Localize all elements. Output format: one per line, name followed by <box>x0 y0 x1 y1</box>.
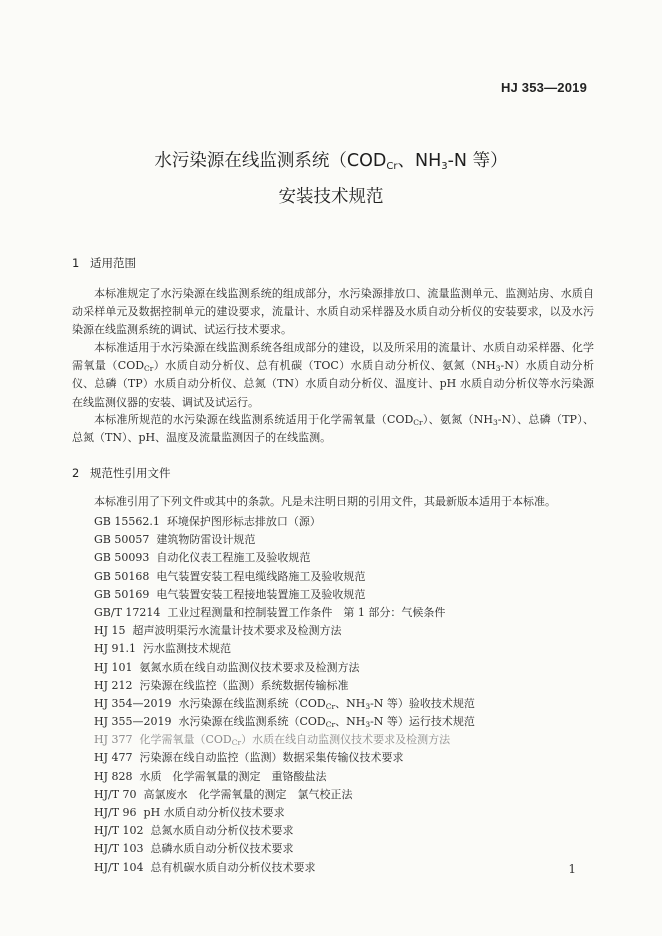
reference-item: HJ 477 污染源在线自动监控（监测）数据采集传输仪技术要求 <box>94 751 404 765</box>
reference-item: HJ 101 氨氮水质在线自动监测仪技术要求及检测方法 <box>94 660 360 674</box>
reference-list <box>94 513 594 877</box>
section-2-intro: 本标准引用了下列文件或其中的条款。凡是未注明日期的引用文件，其最新版本适用于本标准。 <box>94 495 556 508</box>
reference-item: GB 50169 电气装置安装工程接地装置施工及验收规范 <box>94 587 366 601</box>
reference-item: HJ 15 超声波明渠污水流量计技术要求及检测方法 <box>94 624 342 638</box>
reference-item: HJ 212 污染源在线监控（监测）系统数据传输标准 <box>94 678 349 692</box>
reference-item: HJ 377 化学需氧量$(COD_{Cr})$水质在线自动监测仪技术要求及检测方法 <box>94 733 451 748</box>
section-1-paragraph-1: 本标准规定了水污染源在线监测系统的组成部分，水污染源排放口、流量监测单元、监测站房、水质自动采样单元及数据控制单元的建设要求，流量计、水质自动采样器及水质自动分析仪的安装要求，以及水污染源在线监测系统的调试、试运行技术要求。 <box>72 287 594 337</box>
section-2-heading: 2 规范性引用文件 <box>72 466 171 480</box>
standard-code: HJ 353—2019 <box>500 80 587 95</box>
title-line-1: 水污染源在线监测系统（$COD_{Cr}$、$NH_3-N$ 等） <box>154 151 508 172</box>
document-title <box>0 146 662 212</box>
section-1-paragraph-2: 本标准适用于水污染源在线监测系统各组成部分的建设，以及所采用的流量计、水质自动采样器、化学需氧量$(COD_{Cr})$水质自动分析仪、总有机碳（TOC）水质自动分析仪、氨氮$(NH_3-N)$水质自动分析仪、总磷（TP）水质自动分析仪、总氮（TN）水质自动分析仪、温度计、pH 水质自动分析仪等水污染源在线监测仪器的安装、调试及试运行。 <box>72 341 594 409</box>
reference-item: HJ 354—2019 水污染源在线监测系统（$COD_{Cr}$、$NH_3-N$ 等）验收技术规范 <box>94 696 475 711</box>
reference-item: GB 15562.1 环境保护图形标志排放口（源） <box>94 515 321 528</box>
reference-item: HJ/T 70 高氯废水 化学需氧量的测定 氯气校正法 <box>94 787 353 801</box>
reference-item: HJ 828 水质 化学需氧量的测定 重铬酸盐法 <box>94 769 327 783</box>
reference-item: HJ 91.1 污水监测技术规范 <box>94 642 231 656</box>
reference-item: GB 50093 自动化仪表工程施工及验收规范 <box>94 551 311 565</box>
section-1-paragraph-3: 本标准所规范的水污染源在线监测系统适用于化学需氧量$(COD_{Cr})$、氨氮$(NH_3-N)$、总磷（TP）、总氮（TN）、pH、温度及流量监测因子的在线监测。 <box>72 413 594 445</box>
reference-item: HJ/T 102 总氮水质自动分析仪技术要求 <box>94 824 294 838</box>
reference-item: GB 50057 建筑物防雷设计规范 <box>94 533 256 547</box>
section-1-heading: 1 适用范围 <box>72 256 136 270</box>
reference-item: GB 50168 电气装置安装工程电缆线路施工及验收规范 <box>94 569 366 583</box>
reference-item: HJ/T 103 总磷水质自动分析仪技术要求 <box>94 842 294 856</box>
reference-item: HJ 355—2019 水污染源在线监测系统（$COD_{Cr}$、$NH_3-N$ 等）运行技术规范 <box>94 715 475 730</box>
reference-item: HJ/T 96 pH 水质自动分析仪技术要求 <box>94 806 285 819</box>
page-number: 1 <box>568 862 576 876</box>
title-line-2: 安装技术规范 <box>278 187 384 207</box>
reference-item: GB/T 17214 工业过程测量和控制装置工作条件 第 1 部分：气候条件 <box>94 605 446 619</box>
reference-item: HJ/T 104 总有机碳水质自动分析仪技术要求 <box>94 860 316 874</box>
